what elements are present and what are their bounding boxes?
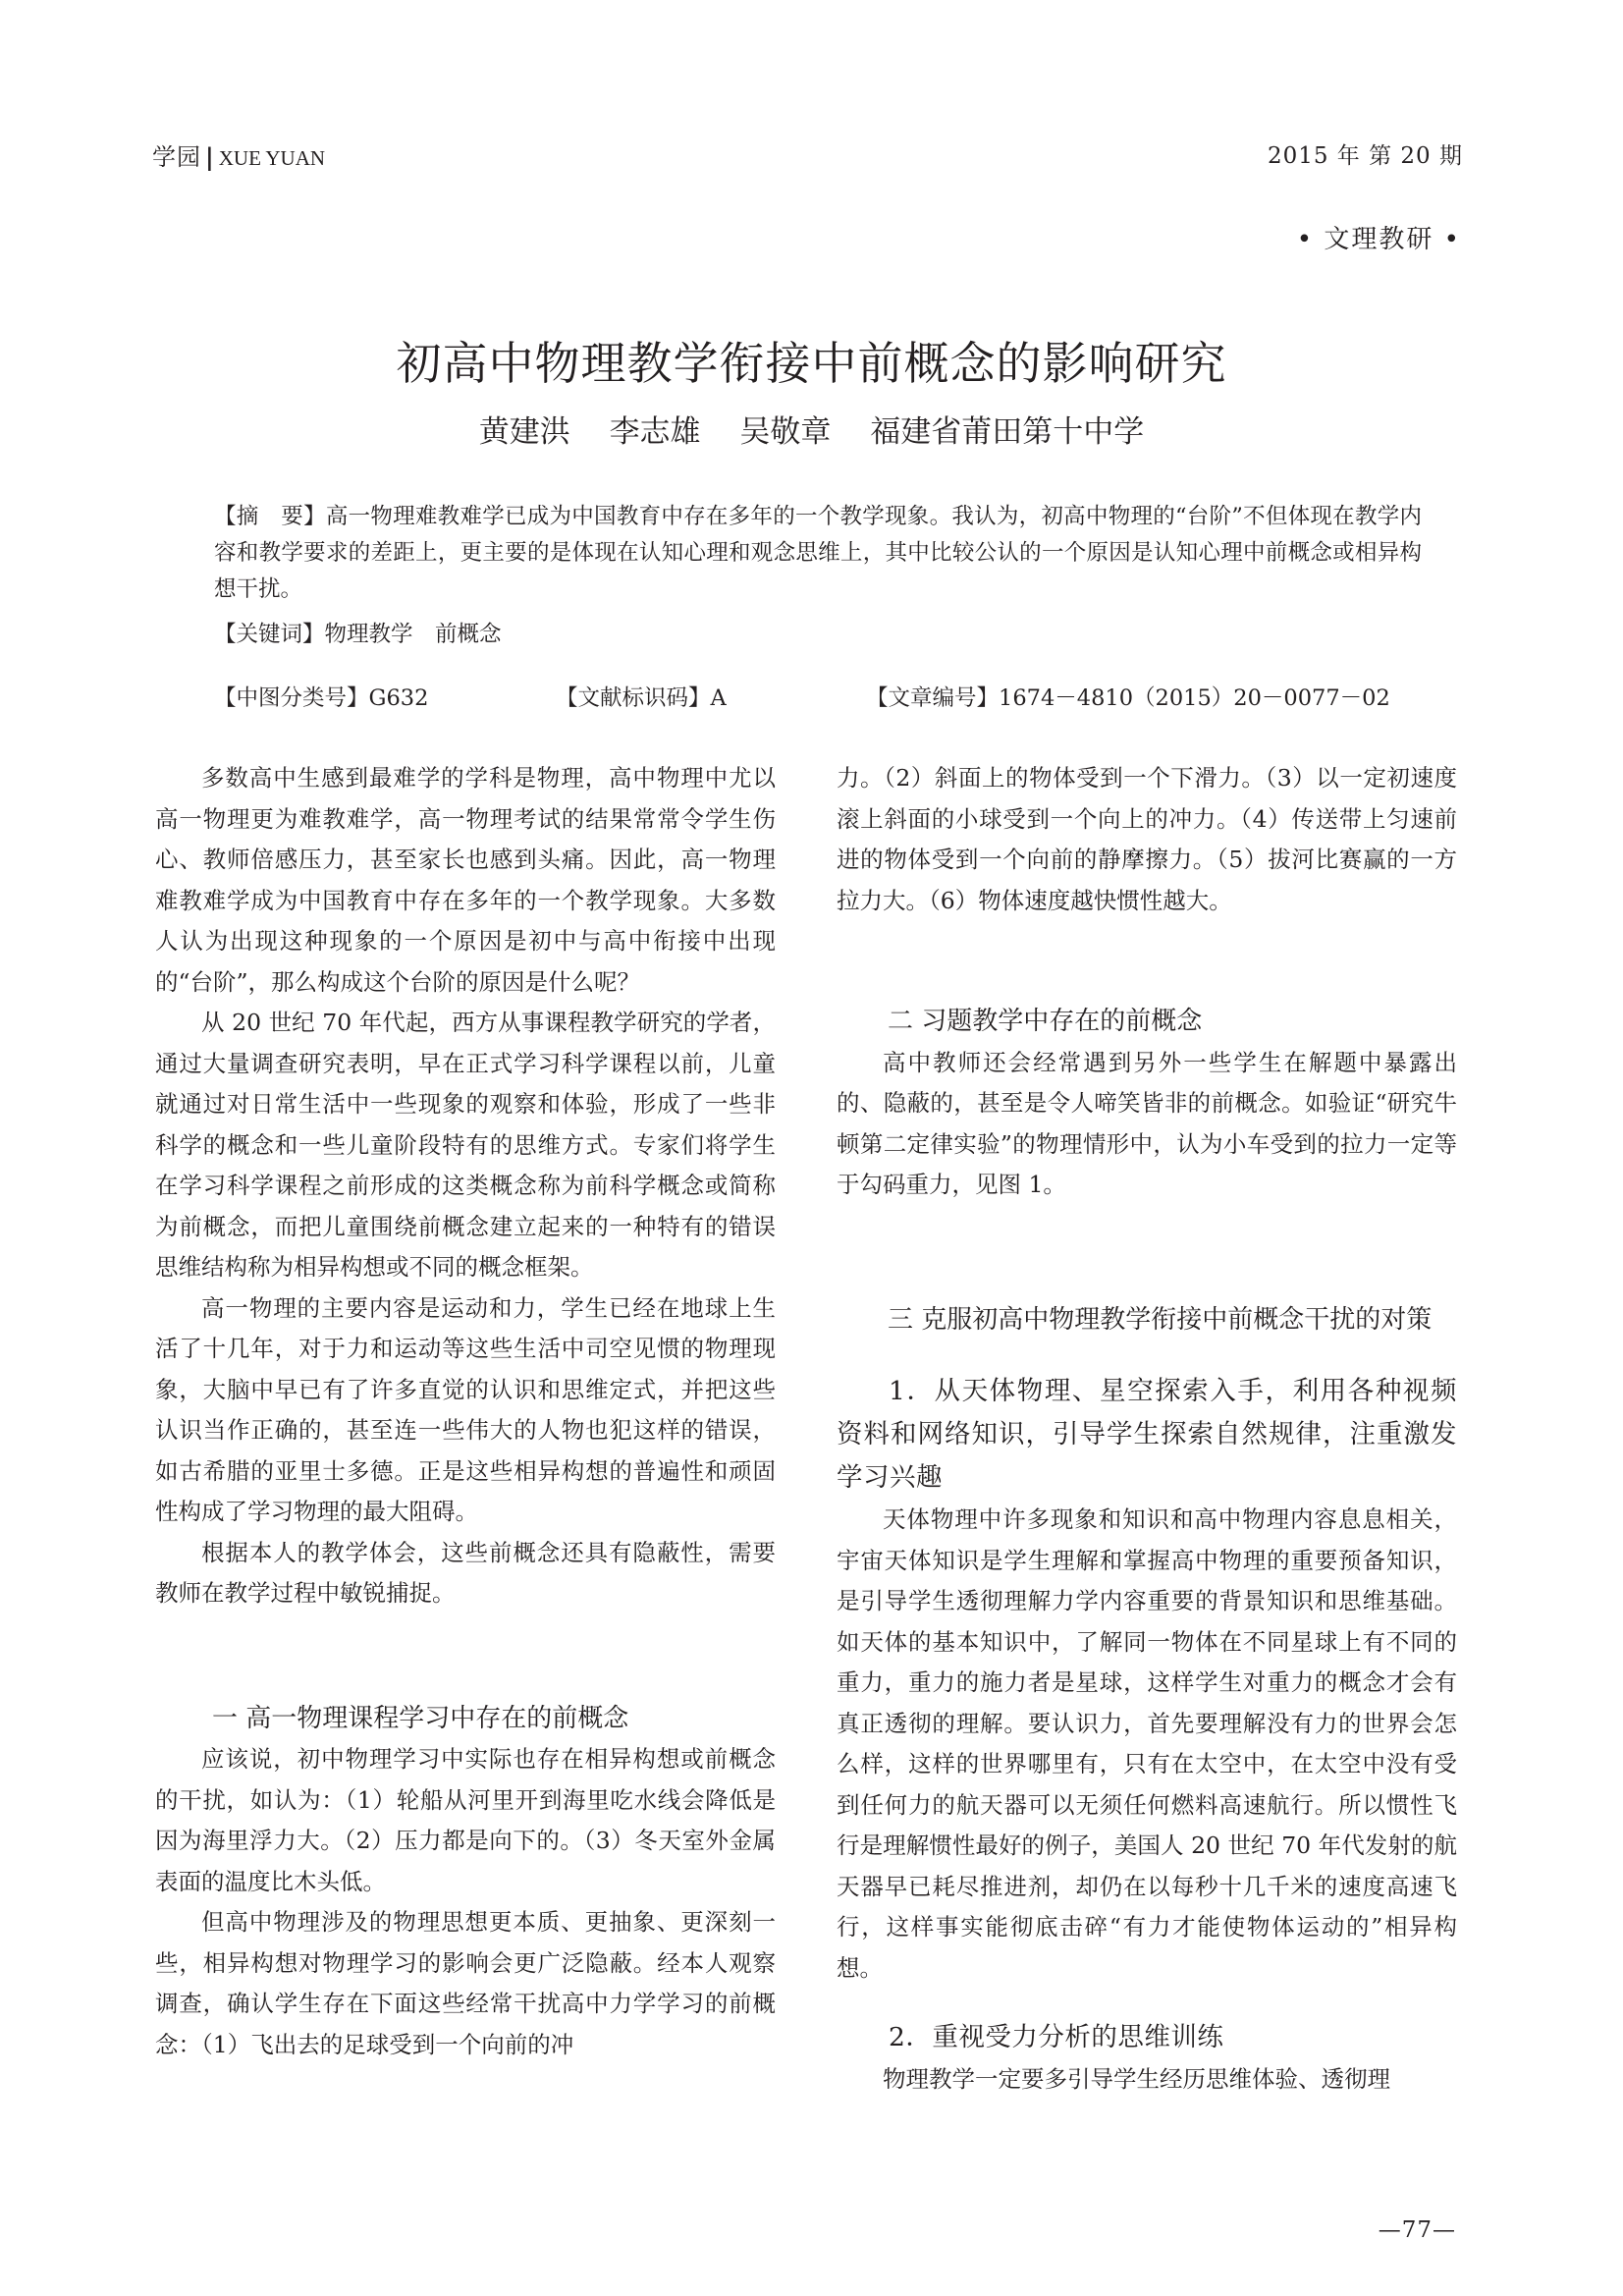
author-line [0,407,1623,451]
paragraph: 从 20 世纪 70 年代起，西方从事课程教学研究的学者，通过大量调查研究表明，早在正式学习科学课程以前，儿童就通过对日常生活中一些现象的观察和体验，形成了一些非科学的概念和一些儿童阶段特有的思维方式。专家们将学生在学习科学课程之前形成的这类概念称为前科学概念或简称为前概念，而把儿童围绕前概念建立起来的一种特有的错误思维结构称为相异构想或不同的概念框架。 [155,1009,776,1281]
classification-meta [214,681,1422,710]
author-3: 吴敬章 [739,414,832,450]
paragraph: 应该说，初中物理学习中实际也存在相异构想或前概念的干扰，如认为：（1）轮船从河里开到海里吃水线会降低是因为海里浮力大。（2）压力都是向下的。（3）冬天室外金属表面的温度比木头低。 [155,1745,776,1895]
section-heading-1: 一 高一物理课程学习中存在的前概念 [212,1703,629,1733]
clc-number: 【中图分类号】G632 [214,685,429,711]
header-separator: | [205,142,215,171]
paragraph: 多数高中生感到最难学的学科是物理，高中物理中尤以高一物理更为难教难学，高一物理考试的结果常常令学生伤心、教师倍感压力，甚至家长也感到头痛。因此，高一物理难教难学成为中国教育中存在多年的一个教学现象。大多数人认为出现这种现象的一个原因是初中与高中衔接中出现的“台阶”，那么构成这个台阶的原因是什么呢？ [155,764,776,996]
keywords [214,617,502,653]
paragraph: 力。（2）斜面上的物体受到一个下滑力。（3）以一定初速度滚上斜面的小球受到一个向上的冲力。（4）传送带上匀速前进的物体受到一个向前的静摩擦力。（5）拔河比赛赢的一方拉力大。（6）物体速度越快惯性越大。 [837,764,1457,914]
section-heading-2: 二 习题教学中存在的前概念 [888,1007,1203,1036]
paragraph: 根据本人的教学体会，这些前概念还具有隐蔽性，需要教师在教学过程中敏锐捕捉。 [155,1538,776,1607]
paragraph: 但高中物理涉及的物理思想更本质、更抽象、更深刻一些，相异构想对物理学习的影响会更广泛隐蔽。经本人观察调查，确认学生存在下面这些经常干扰高中力学学习的前概念：（1）飞出去的足球受到一个向前的冲 [155,1908,776,2058]
subsection-heading-2: 2．重视受力分析的思维训练 [889,2022,1224,2052]
paragraph: 高中教师还会经常遇到另外一些学生在解题中暴露出的、隐蔽的，甚至是令人啼笑皆非的前概念。如验证“研究牛顿第二定律实验”的物理情形中，认为小车受到的拉力一定等于勾码重力，见图 1。 [837,1048,1457,1198]
page-number: —77— [1378,2217,1456,2243]
paragraph: 高一物理的主要内容是运动和力，学生已经在地球上生活了十几年，对于力和运动等这些生活中司空见惯的物理现象，大脑中早已有了许多直觉的认识和思维定式，并把这些认识当作正确的，甚至连一些伟大的人物也犯这样的错误，如古希腊的亚里士多德。正是这些相异构想的普遍性和顽固性构成了学习物理的最大阻碍。 [155,1293,776,1525]
section-heading-3: 三 克服初高中物理教学衔接中前概念干扰的对策 [888,1304,1433,1335]
author-2: 李志雄 [609,414,701,450]
document-code: 【文献标识码】A [556,685,727,711]
abstract-text: 高一物理难教难学已成为中国教育中存在多年的一个教学现象。我认为，初高中物理的“台阶”不但体现在教学内容和教学要求的差距上，更主要的是体现在认知心理和观念思维上，其中比较公认的一个原因是认知心理中前概念或相异构想干扰。 [214,504,1422,602]
abstract-label: 【摘 要】 [214,504,326,529]
journal-header [152,137,325,172]
keywords-label: 【关键词】 [214,622,325,647]
paragraph: 物理教学一定要多引导学生经历思维体验、透彻理 [883,2065,1390,2093]
issue-info: 2015 年 第 20 期 [1267,143,1463,169]
author-affiliation: 福建省莆田第十中学 [870,414,1145,450]
journal-name-cn: 学园 [152,143,201,171]
section-tag: • 文理教研 • [1296,225,1461,254]
left-column [155,758,776,2065]
subsection-heading-1: 1．从天体物理、星空探索入手，利用各种视频资料和网络知识，引导学生探索自然规律，注重激发学习兴趣 [837,1376,1457,1493]
author-1: 黄建洪 [478,414,570,450]
article-number: 【文章编号】1674－4810（2015）20－0077－02 [866,685,1390,711]
article-title: 初高中物理教学衔接中前概念的影响研究 [396,337,1227,390]
paragraph: 天体物理中许多现象和知识和高中物理内容息息相关，宇宙天体知识是学生理解和掌握高中物理的重要预备知识，是引导学生透彻理解力学内容重要的背景知识和思维基础。如天体的基本知识中，了解同一物体在不同星球上有不同的重力，重力的施力者是星球，这样学生对重力的概念才会有真正透彻的理解。要认识力，首先要理解没有力的世界会怎么样，这样的世界哪里有，只有在太空中，在太空中没有受到任何力的航天器可以无须任何燃料高速航行。所以惯性飞行是理解惯性最好的例子，美国人 20 世纪 70 年代发射的航天器早已耗尽推进剂，却仍在以每秒十几千米的速度高速飞行，这样事实能彻底击碎“有力才能使物体运动的”相异构想。 [837,1505,1457,1982]
abstract [214,499,1422,608]
right-column [837,758,1457,2101]
keywords-text: 物理教学 前概念 [324,622,502,647]
journal-name-en: XUE YUAN [218,146,326,170]
